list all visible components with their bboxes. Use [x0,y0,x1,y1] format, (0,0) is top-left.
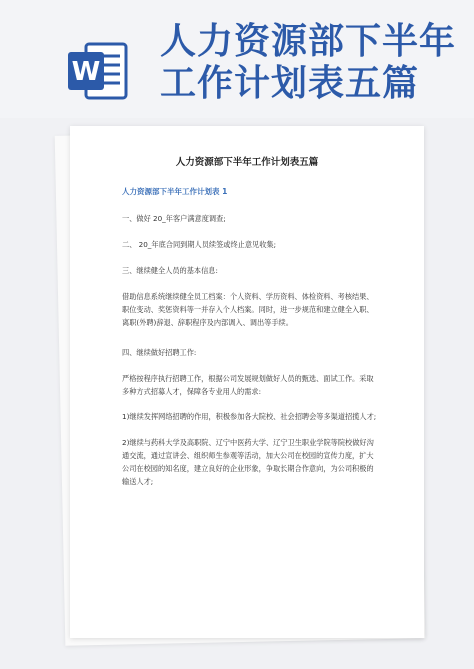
banner-title-line-2: 工作计划表五篇 [160,63,420,104]
svg-text:W: W [71,57,101,87]
paragraph-3: 三、继续健全人员的基本信息: [122,266,218,275]
paragraph-2: 二、 20_年底合同到期人员续签或终止意见收集; [122,240,277,249]
paragraph-6: 严格按程序执行招聘工作，根据公司发展规划做好人员的甄选、面试工作。采取多种方式招募人才，保障各专业用人的需求: [122,374,374,396]
header-banner [0,0,474,118]
paragraph-1: 一、做好 20_年客户满意度调查; [122,214,226,223]
banner-title-line-1: 人力资源部下半年 [160,21,457,62]
document-title: 人力资源部下半年工作计划表五篇 [175,157,319,168]
paragraph-5: 四、继续做好招聘工作: [122,348,197,357]
paragraph-4: 借助信息系统继续健全员工档案：个人资料、学历资料、体检资料、考核结果、职位变动、奖惩资料等一并存入个人档案。同时，进一步规范和建立健全入职、离职(外聘)辞退、辞职程序及内部调入、调出等手续。 [122,292,374,327]
paragraph-7: 1)继续发挥网络招聘的作用，积极参加各大院校、社会招聘会等多渠道招揽人才; [122,412,377,421]
word-document-icon [66,40,130,102]
document-subtitle: 人力资源部下半年工作计划表 1 [122,187,228,196]
document-page [70,126,424,638]
paragraph-8: 2)继续与药科大学及高职院、辽宁中医药大学、辽宁卫生职业学院等院校做好沟通交流，通过宣讲会、组织师生参观等活动，加大公司在校园的宣传力度，扩大公司在校园的知名度，建立良好的企业形象，争取长期合作意向，为公司积极的输送人才; [122,438,374,486]
